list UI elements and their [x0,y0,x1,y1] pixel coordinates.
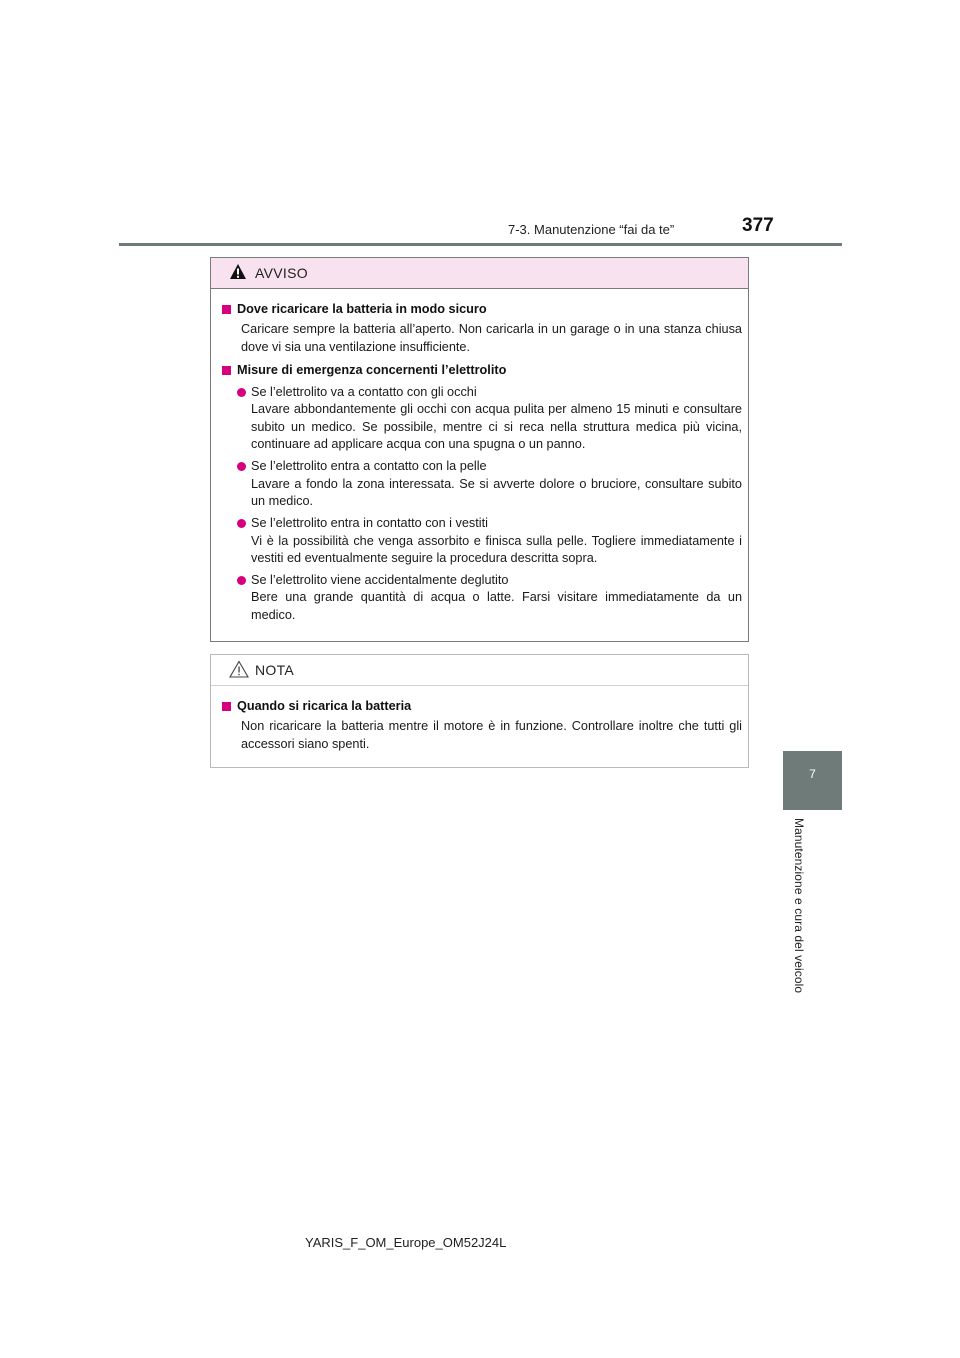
section-title: 7-3. Manutenzione “fai da te” [508,222,675,237]
list-item-text: Vi è la possibilità che venga assorbito e finisca sulla pelle. Togliere immediatamente i vestiti ed eventualmente seguire la procedura descritta sopra. [251,533,742,565]
section-heading-text: Dove ricaricare la batteria in modo sicuro [237,302,487,316]
note-section-title [220,698,742,715]
list-item-text: Lavare abbondantemente gli occhi con acqua pulita per almeno 15 minuti e consultare subito un medico. Se possibile, mentre ci si reca nella struttura medica più vicina, continuare ad applicare acqua con una spugna o un panno. [251,402,742,452]
chapter-number: 7 [809,767,816,781]
chapter-tab [783,751,842,810]
warning-box [210,257,749,642]
page-number: 377 [742,215,774,236]
list-item [220,384,742,453]
note-header [211,655,748,686]
list-item-lead: Se l’elettrolito entra in contatto con i vestiti [251,516,488,531]
warning-section-title [220,362,742,379]
chapter-label: Manutenzione e cura del veicolo [792,818,806,994]
round-bullet-icon [237,576,246,585]
square-bullet-icon [222,702,231,711]
note-body [211,686,748,753]
document-code: YARIS_F_OM_Europe_OM52J24L [305,1235,507,1250]
section-heading-text: Misure di emergenza concernenti l’elettrolito [237,362,507,377]
list-item-lead: Se l’elettrolito entra a contatto con la pelle [251,459,487,474]
warning-triangle-icon [229,263,247,285]
note-title: NOTA [255,662,295,678]
list-item [220,515,742,567]
list-item-text: Bere una grande quantità di acqua o latte. Farsi visitare immediatamente da un medico. [251,590,742,622]
square-bullet-icon [222,366,231,375]
caution-triangle-icon [229,660,249,683]
section-heading-text: Quando si ricarica la batteria [237,699,412,713]
warning-body [211,289,748,624]
round-bullet-icon [237,519,246,528]
list-item-lead: Se l’elettrolito va a contatto con gli occhi [251,385,477,400]
square-bullet-icon [222,305,231,314]
header-divider [119,243,842,246]
note-section-text: Non ricaricare la batteria mentre il motore è in funzione. Controllare inoltre che tutti gli accessori siano spenti. [241,719,742,751]
warning-section-text: Caricare sempre la batteria all’aperto. Non caricarla in un garage o in una stanza chiusa dove vi sia una ventilazione insufficiente. [241,322,742,354]
round-bullet-icon [237,462,246,471]
list-item-lead: Se l’elettrolito viene accidentalmente deglutito [251,573,509,588]
warning-section-title [220,301,742,318]
warning-header [211,258,748,289]
round-bullet-icon [237,388,246,397]
list-item-text: Lavare a fondo la zona interessata. Se si avverte dolore o bruciore, consultare subito un medico. [251,476,742,508]
list-item [220,458,742,510]
list-item [220,572,742,624]
warning-title: AVVISO [255,265,308,281]
note-box [210,654,749,768]
